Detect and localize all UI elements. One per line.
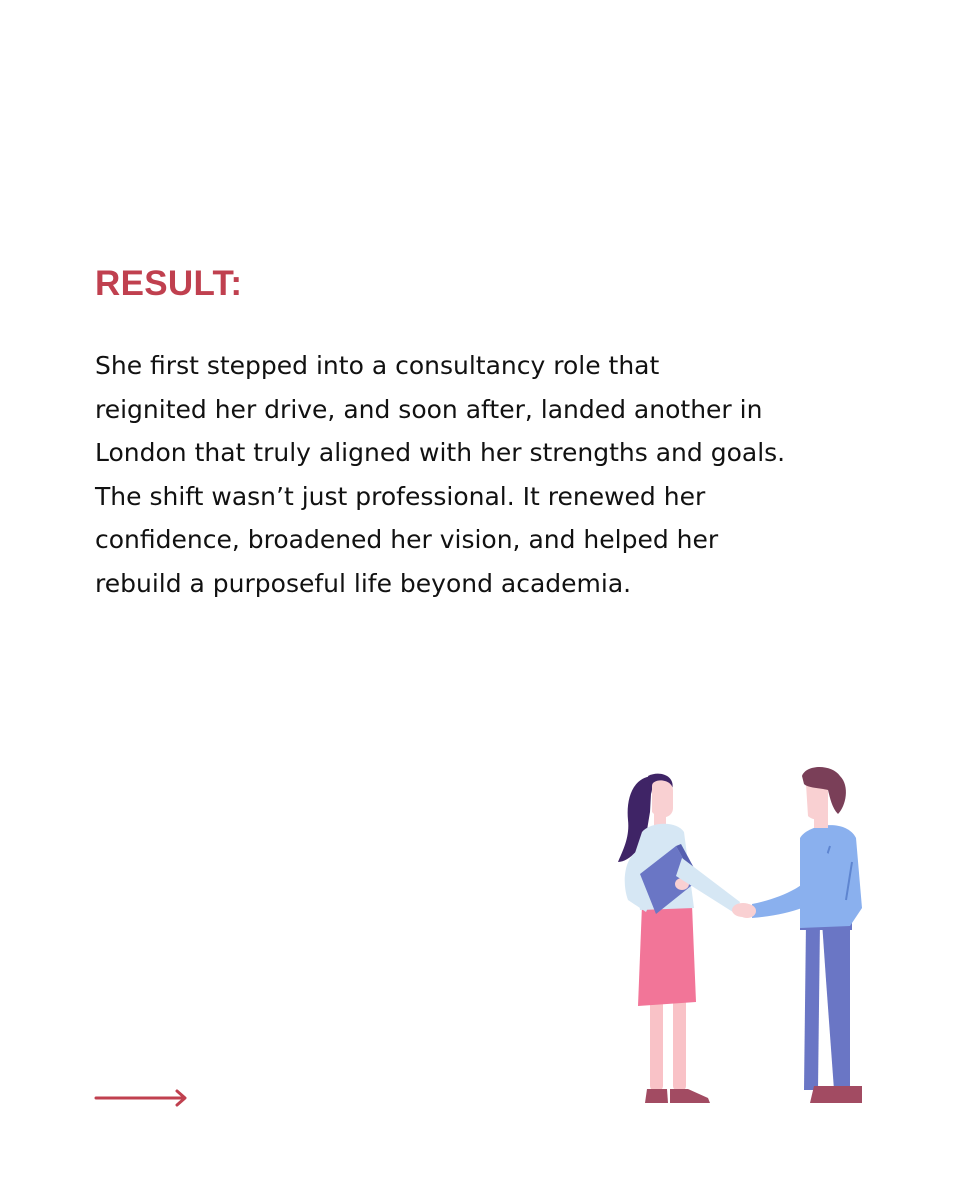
arrow-right-icon[interactable] (94, 1088, 192, 1108)
paragraph-line: London that truly aligned with her strengths and goals. (95, 438, 786, 467)
paragraph-line: confidence, broadened her vision, and helped her (95, 525, 719, 554)
paragraph-line: reignited her drive, and soon after, landed another in (95, 394, 763, 424)
handshake-illustration (600, 760, 880, 1110)
paragraph-line: She first stepped into a consultancy role that (95, 351, 660, 380)
section-heading: RESULT: (95, 264, 243, 303)
paragraph-line: rebuild a purposeful life beyond academia. (95, 568, 632, 598)
woman-figure (618, 774, 754, 1103)
paragraph-line: The shift wasn’t just professional. It renewed her (95, 481, 706, 511)
result-paragraph (95, 344, 895, 605)
man-figure (738, 767, 862, 1103)
